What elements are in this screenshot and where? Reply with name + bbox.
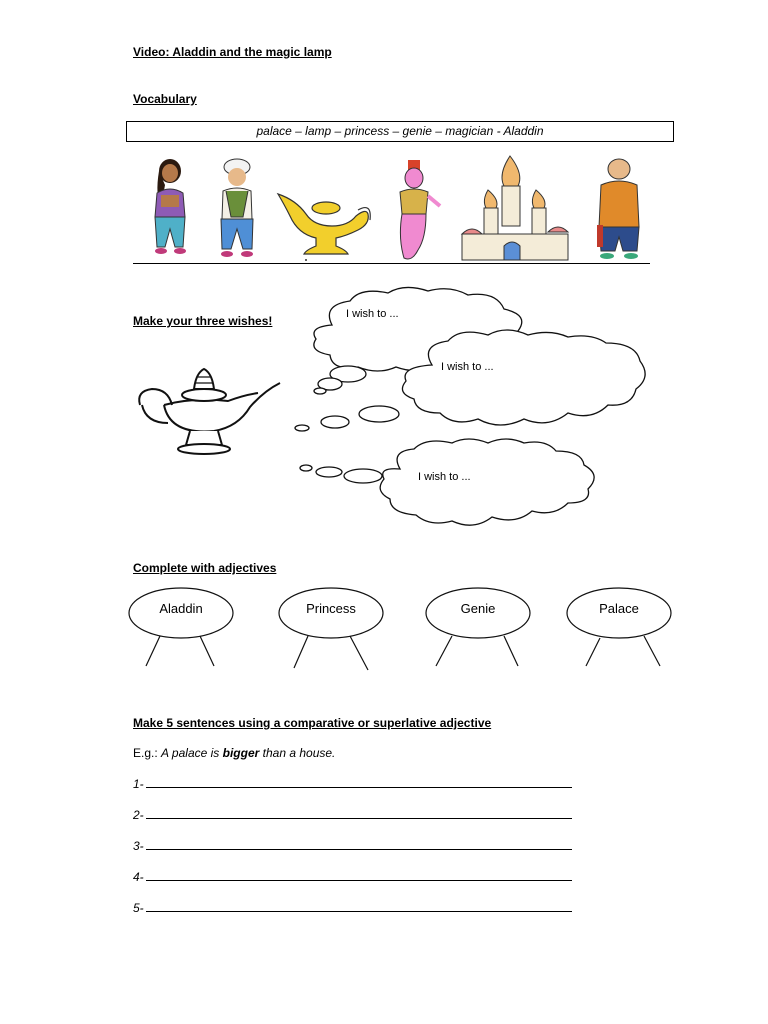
adjective-label-palace: Palace [599, 601, 639, 616]
answer-blank[interactable] [146, 810, 572, 819]
adjective-label-genie: Genie [460, 601, 496, 616]
answer-blank[interactable] [146, 841, 572, 850]
sentence-number: 1- [133, 777, 144, 791]
vocabulary-heading: Vocabulary [133, 92, 197, 106]
wishes-heading: Make your three wishes! [133, 314, 273, 328]
sentences-heading: Make 5 sentences using a comparative or superlative adjective [133, 716, 492, 730]
answer-blank[interactable] [146, 872, 572, 881]
adjectives-heading: Complete with adjectives [133, 561, 277, 575]
answer-blank[interactable] [146, 903, 572, 912]
palace-figure [460, 154, 572, 264]
aladdin-figure [216, 157, 258, 263]
example-part-2: than a house. [262, 746, 336, 760]
vocabulary-word-box: palace – lamp – princess – genie – magician - Aladdin [126, 121, 674, 142]
wish-bubble-2-text: I wish to ... [441, 361, 494, 373]
princess-figure [147, 155, 193, 263]
sentence-line-4[interactable] [133, 870, 572, 884]
lamp-outline-icon [134, 365, 282, 460]
magic-lamp-color [276, 180, 374, 262]
sentence-line-5[interactable] [133, 901, 572, 915]
answer-blank[interactable] [146, 779, 572, 788]
wish-bubble-3-text: I wish to ... [418, 471, 471, 483]
sentence-number: 5- [133, 901, 144, 915]
adjective-mind-maps [126, 586, 676, 676]
magician-figure [593, 157, 645, 263]
page-title: Video: Aladdin and the magic lamp [133, 45, 332, 59]
sentence-number: 4- [133, 870, 144, 884]
sentence-number: 3- [133, 839, 144, 853]
adjective-label-aladdin: Aladdin [159, 601, 203, 616]
example-part-1: A palace is [161, 746, 220, 760]
adjective-label-princess: Princess [306, 601, 356, 616]
sentence-line-3[interactable] [133, 839, 572, 853]
example-sentence [133, 746, 335, 760]
sentence-number: 2- [133, 808, 144, 822]
picture-baseline [133, 263, 650, 264]
thought-bubbles [292, 285, 652, 541]
example-prefix: E.g.: [133, 746, 158, 760]
sentence-line-2[interactable] [133, 808, 572, 822]
sentence-line-1[interactable] [133, 777, 572, 791]
genie-figure [392, 158, 444, 262]
wish-bubble-1-text: I wish to ... [346, 308, 399, 320]
example-bold-word: bigger [222, 746, 260, 760]
